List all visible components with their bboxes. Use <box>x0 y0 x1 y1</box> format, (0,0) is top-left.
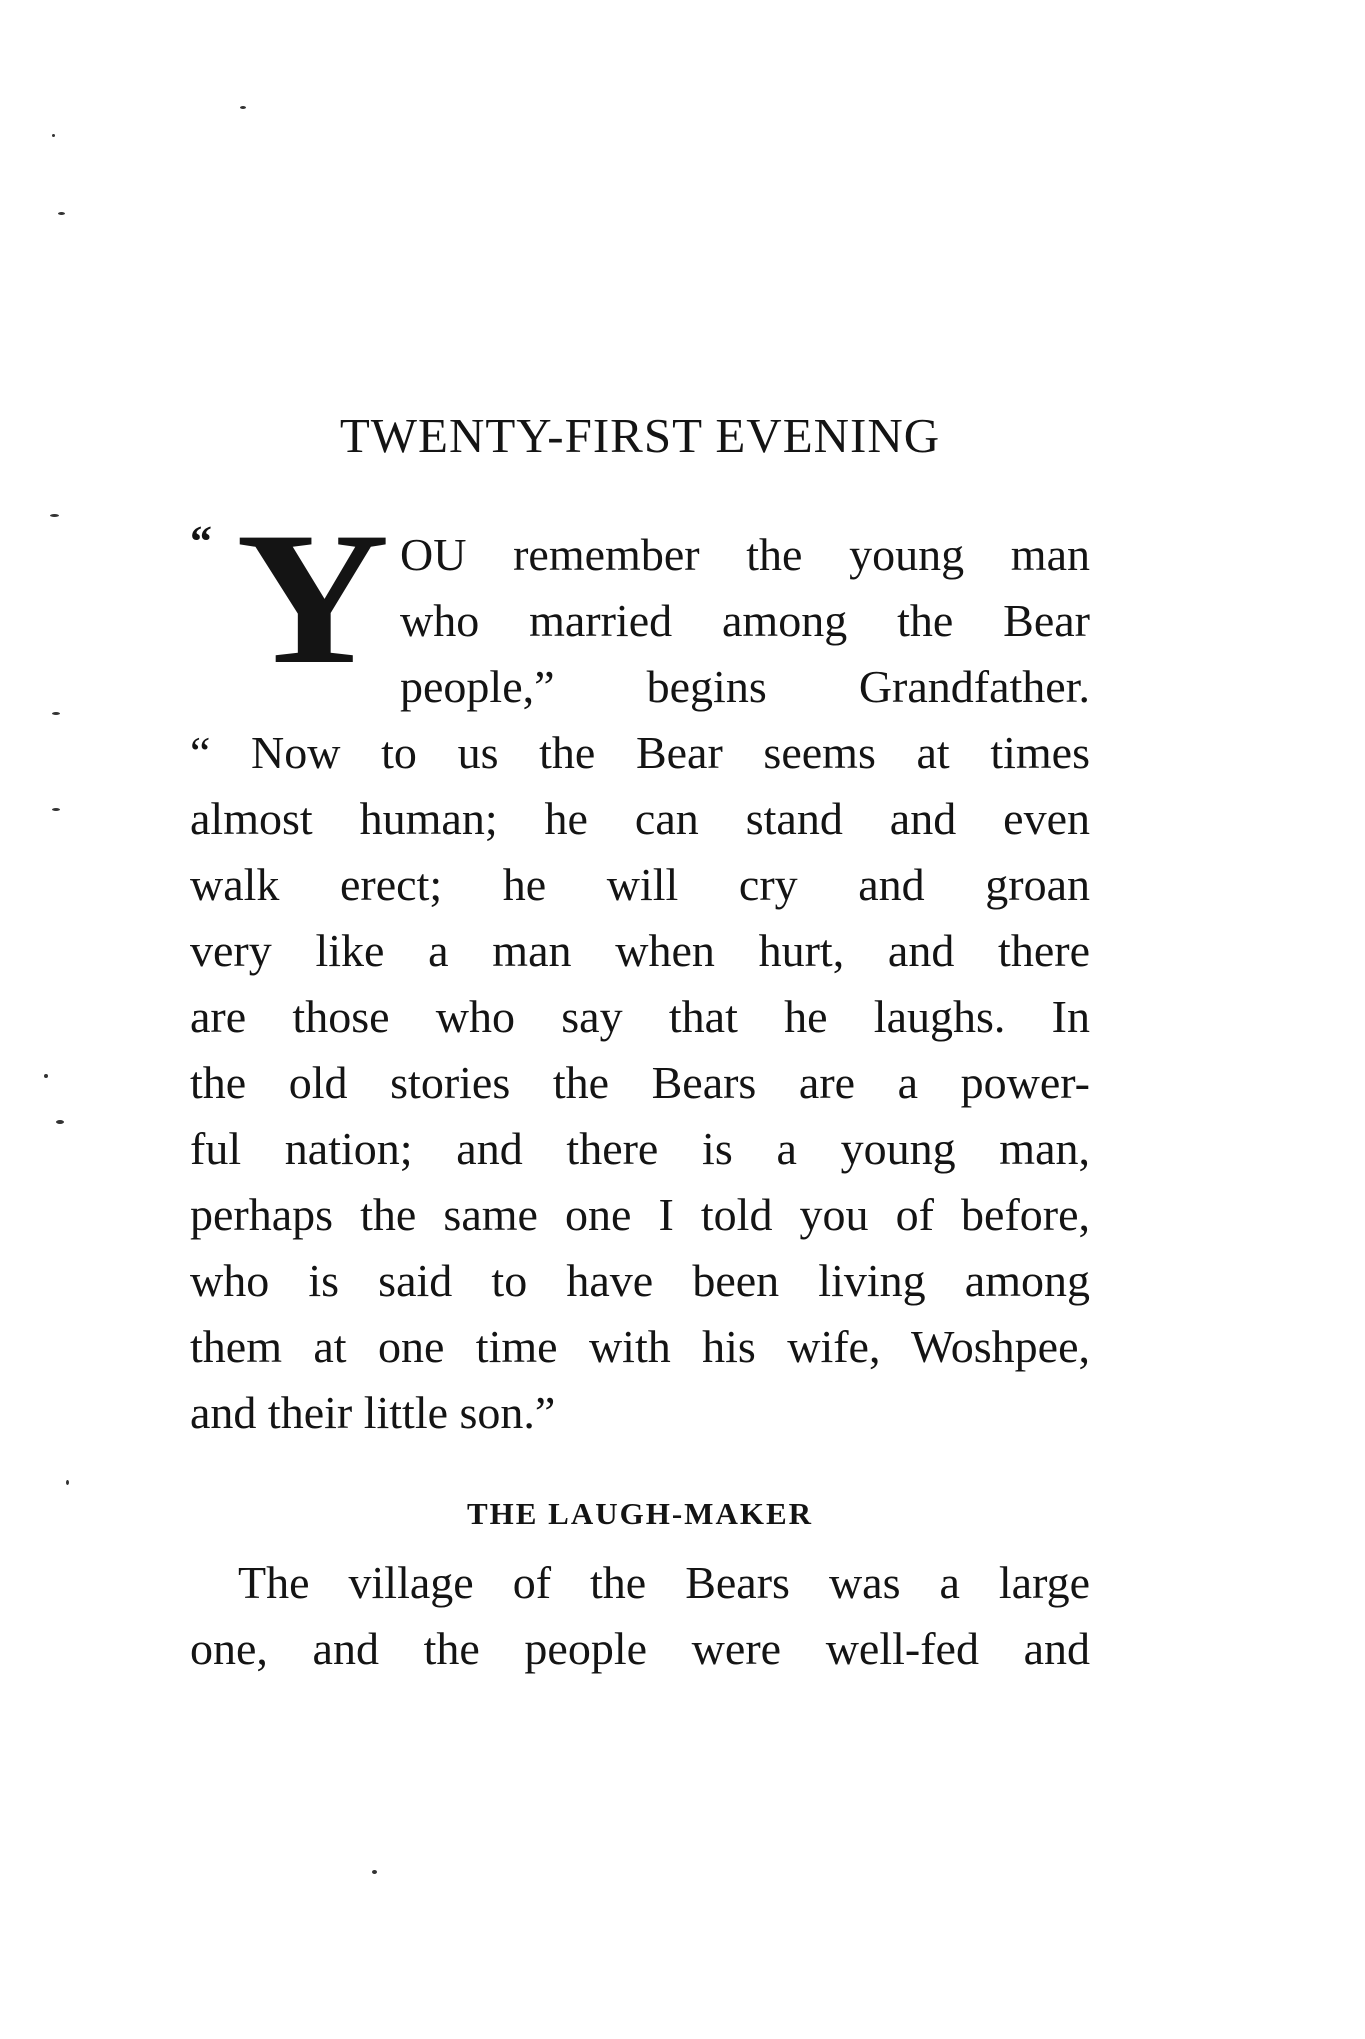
text-line: perhaps the same one I told you of before, <box>190 1189 1090 1240</box>
drop-cap-letter: Y <box>236 494 390 704</box>
text-line: the old stories the Bears are a power- <box>190 1057 1090 1108</box>
opening-indented-lines <box>400 522 1090 720</box>
section-paragraph <box>190 1550 1090 1682</box>
text-line: The village of the Bears was a large <box>238 1557 1090 1608</box>
scan-speck <box>66 1480 69 1485</box>
chapter-title: TWENTY-FIRST EVENING <box>339 408 941 463</box>
text-line: very like a man when hurt, and there <box>190 925 1090 976</box>
text-line: ful nation; and there is a young man, <box>190 1123 1090 1174</box>
scan-speck <box>44 1074 48 1078</box>
text-line: and their little son.” <box>190 1387 556 1438</box>
scan-speck <box>52 134 55 137</box>
text-line: are those who say that he laughs. In <box>190 991 1090 1042</box>
text-line: one, and the people were well-fed and <box>190 1623 1090 1674</box>
text-line: OU remember the young man <box>400 529 1090 580</box>
text-line: people,” begins Grandfather. <box>400 661 1090 712</box>
opening-quote-mark: “ <box>190 517 212 566</box>
scan-speck <box>58 212 65 215</box>
scan-speck <box>52 808 60 811</box>
scan-speck <box>52 712 60 715</box>
scan-speck <box>56 1120 64 1124</box>
section-heading: THE LAUGH-MAKER <box>466 1496 814 1531</box>
scan-speck <box>240 106 246 109</box>
text-line: who is said to have been living among <box>190 1255 1090 1306</box>
text-line: walk erect; he will cry and groan <box>190 859 1090 910</box>
text-line: them at one time with his wife, Woshpee, <box>190 1321 1090 1372</box>
opening-paragraph <box>190 720 1090 1446</box>
text-line: almost human; he can stand and even <box>190 793 1090 844</box>
text-line: who married among the Bear <box>400 595 1090 646</box>
text-line: “ Now to us the Bear seems at times <box>190 727 1090 778</box>
scan-speck <box>372 1870 377 1874</box>
scan-speck <box>50 514 59 517</box>
